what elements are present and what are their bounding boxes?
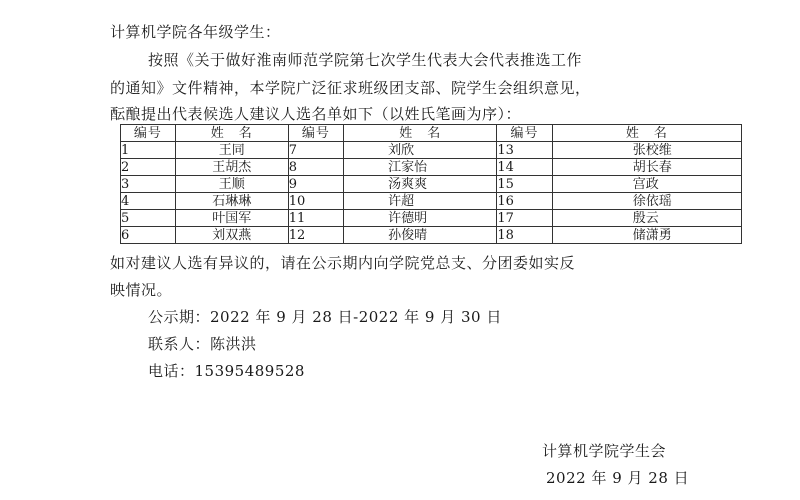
cell-name: 张校维 [552,142,741,159]
table-row [121,193,742,210]
cell-number: 7 [288,142,343,159]
cell-number: 5 [121,210,176,227]
header-name: 姓 名 [552,125,741,142]
cell-name: 叶国军 [175,210,288,227]
cell-name: 汤爽爽 [344,176,497,193]
header-name: 姓 名 [344,125,497,142]
cell-number: 17 [497,210,552,227]
cell-name: 殷云 [552,210,741,227]
table-row [121,142,742,159]
table-row [121,159,742,176]
intro-paragraph-line-2: 的通知》文件精神，本学院广泛征求班级团支部、院学生会组织意见， [110,79,591,97]
cell-name: 江家怡 [344,159,497,176]
objection-paragraph-line-1: 如对建议人选有异议的，请在公示期内向学院党总支、分团委如实反 [110,254,576,272]
header-name: 姓 名 [175,125,288,142]
intro-paragraph-line-3: 酝酿提出代表候选人建议人选名单如下（以姓氏笔画为序）： [110,105,522,123]
cell-number: 2 [121,159,176,176]
cell-number: 6 [121,227,176,244]
cell-number: 4 [121,193,176,210]
cell-number: 18 [497,227,552,244]
table-row [121,176,742,193]
cell-name: 孙俊晴 [344,227,497,244]
cell-name: 王胡杰 [175,159,288,176]
cell-name: 宫政 [552,176,741,193]
intro-paragraph-line-1: 按照《关于做好淮南师范学院第七次学生代表大会代表推选工作 [148,51,583,69]
cell-number: 3 [121,176,176,193]
cell-name: 王同 [175,142,288,159]
cell-name: 许德明 [344,210,497,227]
issuing-organization: 计算机学院学生会 [542,442,667,460]
cell-number: 10 [288,193,343,210]
publicity-period: 公示期：2022 年 9 月 28 日-2022 年 9 月 30 日 [148,308,502,326]
table-row [121,210,742,227]
header-number: 编号 [497,125,552,142]
cell-name: 徐依瑶 [552,193,741,210]
contact-phone: 电话：15395489528 [148,362,305,380]
cell-number: 8 [288,159,343,176]
cell-number: 12 [288,227,343,244]
cell-number: 15 [497,176,552,193]
header-number: 编号 [288,125,343,142]
cell-name: 王顺 [175,176,288,193]
objection-paragraph-line-2: 映情况。 [110,281,173,299]
table-header-row [121,125,742,142]
nominee-table [120,124,742,244]
cell-name: 胡长春 [552,159,741,176]
cell-name: 储潇勇 [552,227,741,244]
cell-number: 11 [288,210,343,227]
issue-date: 2022 年 9 月 28 日 [546,469,690,487]
cell-number: 14 [497,159,552,176]
cell-name: 刘双燕 [175,227,288,244]
cell-number: 13 [497,142,552,159]
salutation: 计算机学院各年级学生： [110,23,281,41]
table-row [121,227,742,244]
cell-name: 石琳琳 [175,193,288,210]
contact-person: 联系人：陈洪洪 [148,335,257,353]
header-number: 编号 [121,125,176,142]
cell-name: 许超 [344,193,497,210]
cell-number: 1 [121,142,176,159]
cell-number: 16 [497,193,552,210]
cell-number: 9 [288,176,343,193]
cell-name: 刘欣 [344,142,497,159]
